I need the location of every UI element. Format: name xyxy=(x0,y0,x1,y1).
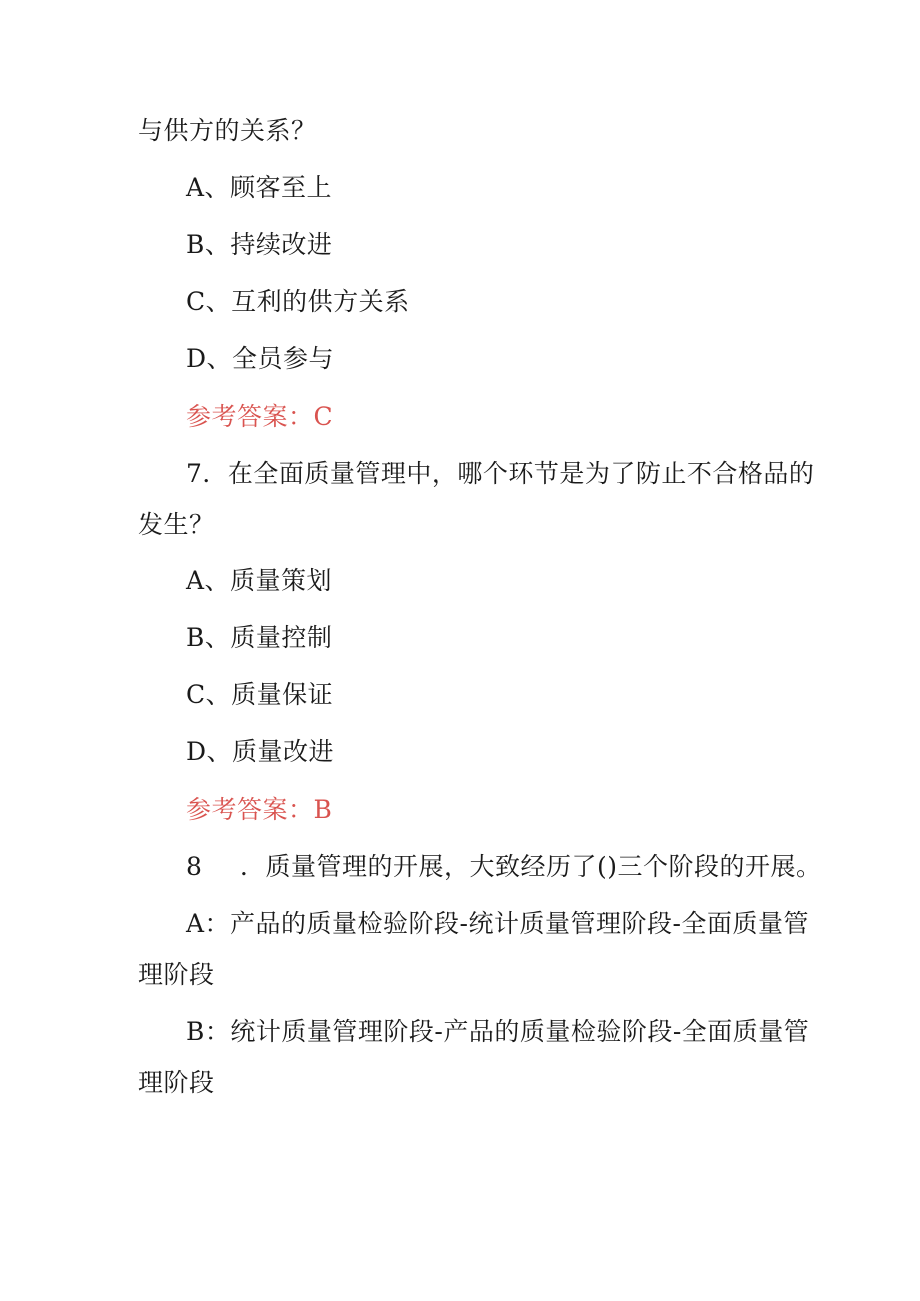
q7-stem-line1: 7．在全面质量管理中，哪个环节是为了防止不合格品的 xyxy=(186,459,815,488)
q7-option-c: C、质量保证 xyxy=(186,680,334,709)
q7-option-b: B、质量控制 xyxy=(186,623,333,652)
q8-option-b-line2: 理阶段 xyxy=(138,1068,215,1097)
q8-stem: ．质量管理的开展，大致经历了()三个阶段的开展。 xyxy=(240,852,822,881)
q6-option-b: B、持续改进 xyxy=(186,230,333,259)
q7-answer: 参考答案：B xyxy=(186,795,333,824)
q6-option-c: C、互利的供方关系 xyxy=(186,287,410,316)
q6-option-a: A、顾客至上 xyxy=(186,173,333,202)
q8-option-a-line2: 理阶段 xyxy=(138,960,215,989)
q6-answer: 参考答案：C xyxy=(186,402,334,431)
q8-number: 8 xyxy=(186,852,203,881)
q7-option-a: A、质量策划 xyxy=(186,566,333,595)
q6-option-d: D、全员参与 xyxy=(186,344,335,373)
q8-option-a-line1: A：产品的质量检验阶段-统计质量管理阶段-全面质量管 xyxy=(186,909,809,938)
q8-option-b-line1: B：统计质量管理阶段-产品的质量检验阶段-全面质量管 xyxy=(186,1017,810,1046)
q7-stem-line2: 发生？ xyxy=(138,510,215,539)
q6-stem-tail: 与供方的关系？ xyxy=(138,116,317,145)
q7-option-d: D、质量改进 xyxy=(186,737,335,766)
